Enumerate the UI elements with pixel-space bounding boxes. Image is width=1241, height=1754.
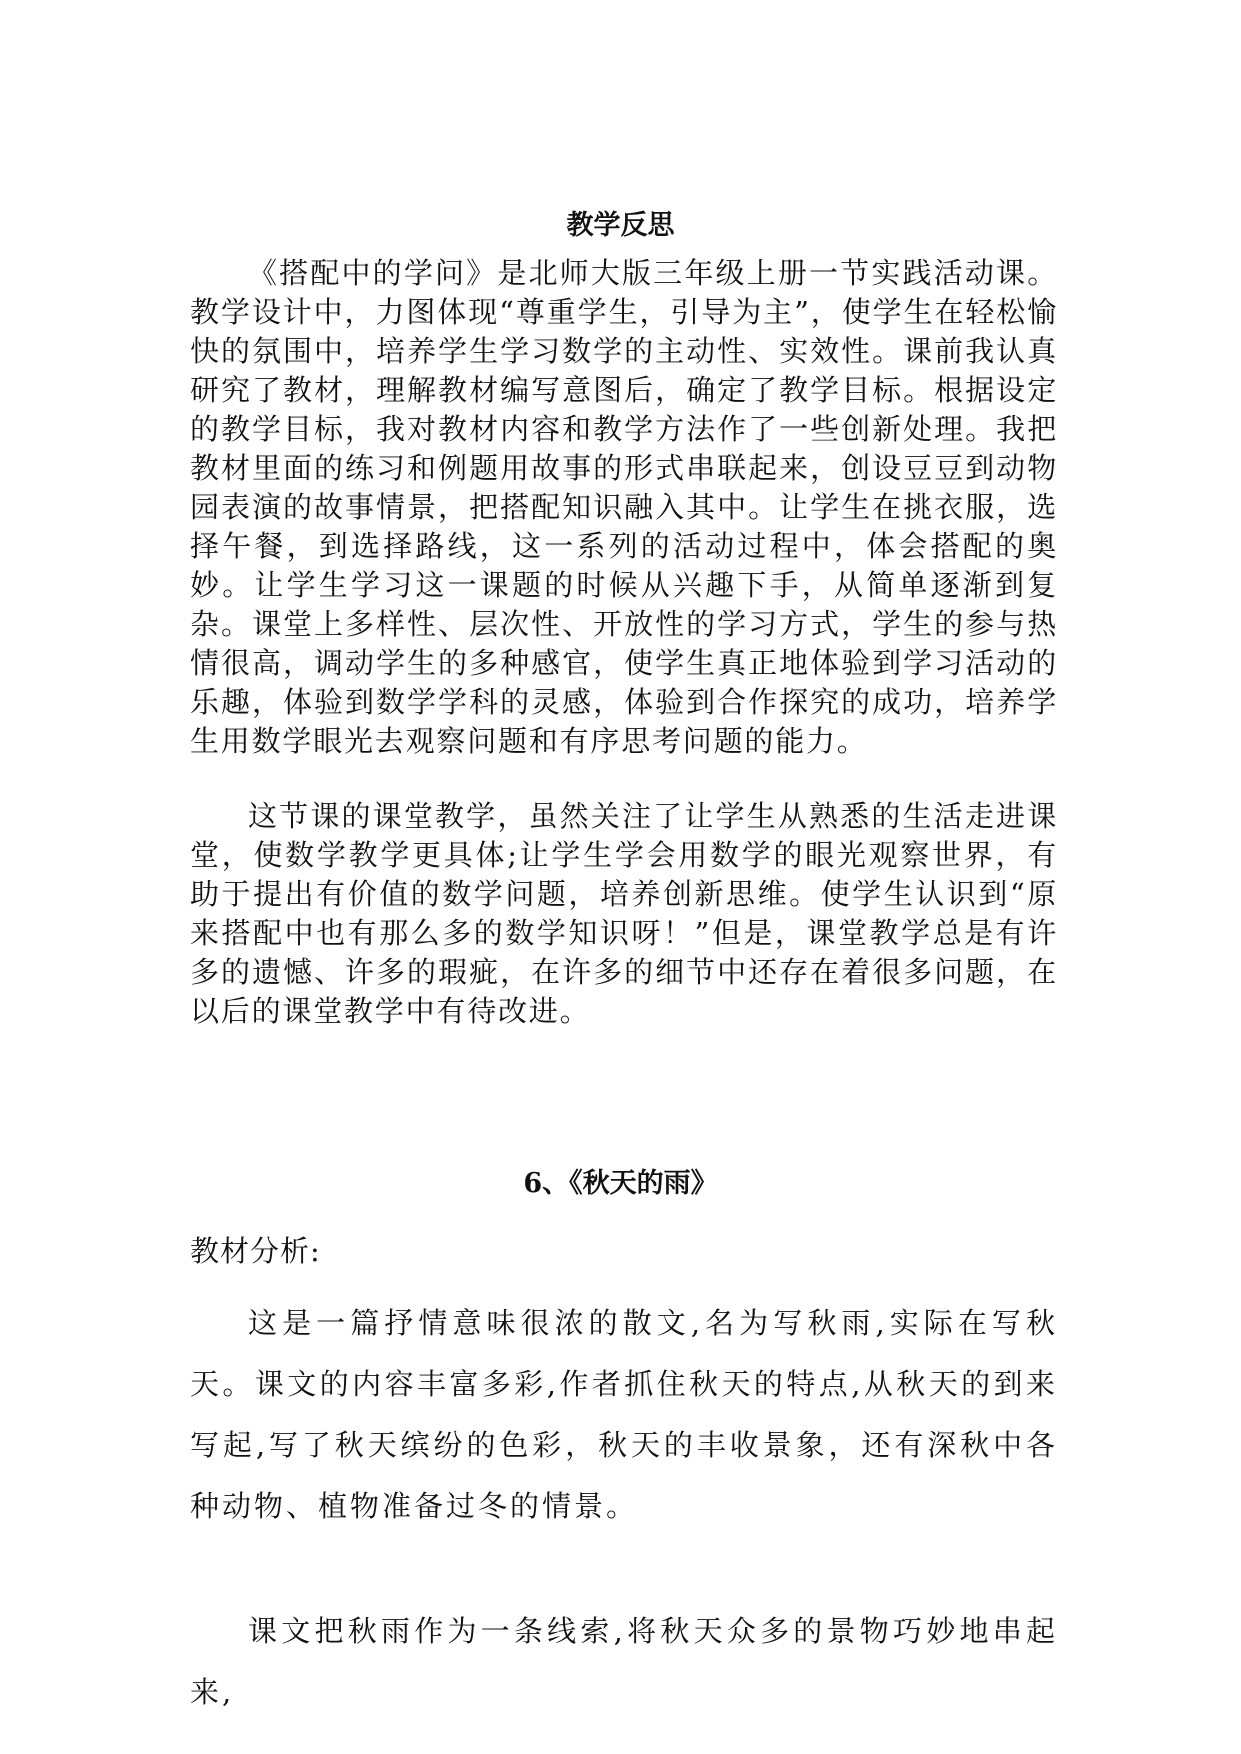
- section-title-autumn-rain: 6、《秋天的雨》: [523, 1168, 718, 1199]
- analysis-paragraph-1: 这是一篇抒情意味很浓的散文,名为写秋雨,实际在写秋天。课文的内容丰富多彩,作者抓住秋天的特点,从秋天的到来写起,写了秋天缤纷的色彩，秋天的丰收景象，还有深秋中各种动物、植物准备过冬的情景。: [190, 1306, 1058, 1523]
- textbook-analysis-label: 教材分析:: [190, 1234, 321, 1268]
- reflection-paragraph-1: 《搭配中的学问》是北师大版三年级上册一节实践活动课。教学设计中，力图体现“尊重学生，引导为主”，使学生在轻松愉快的氛围中，培养学生学习数学的主动性、实效性。课前我认真研究了教材，理解教材编写意图后，确定了教学目标。根据设定的教学目标，我对教材内容和教学方法作了一些创新处理。我把教材里面的练习和例题用故事的形式串联起来，创设豆豆到动物园表演的故事情景，把搭配知识融入其中。让学生在挑衣服，选择午餐，到选择路线，这一系列的活动过程中，体会搭配的奥妙。让学生学习这一课题的时候从兴趣下手，从简单逐渐到复杂。课堂上多样性、层次性、开放性的学习方式，学生的参与热情很高，调动学生的多种感官，使学生真正地体验到学习活动的乐趣，体验到数学学科的灵感，体验到合作探究的成功，培养学生用数学眼光去观察问题和有序思考问题的能力。: [190, 256, 1058, 758]
- reflection-paragraph-2: 这节课的课堂教学，虽然关注了让学生从熟悉的生活走进课堂，使数学教学更具体;让学生学会用数学的眼光观察世界，有助于提出有价值的数学问题，培养创新思维。使学生认识到“原来搭配中也有那么多的数学知识呀！”但是，课堂教学总是有许多的遗憾、许多的瑕疵，在许多的细节中还存在着很多问题，在以后的课堂教学中有待改进。: [190, 799, 1058, 1028]
- section-title-teaching-reflection: 教学反思: [566, 210, 675, 241]
- analysis-paragraph-2: 课文把秋雨作为一条线索,将秋天众多的景物巧妙地串起来,: [190, 1614, 1058, 1709]
